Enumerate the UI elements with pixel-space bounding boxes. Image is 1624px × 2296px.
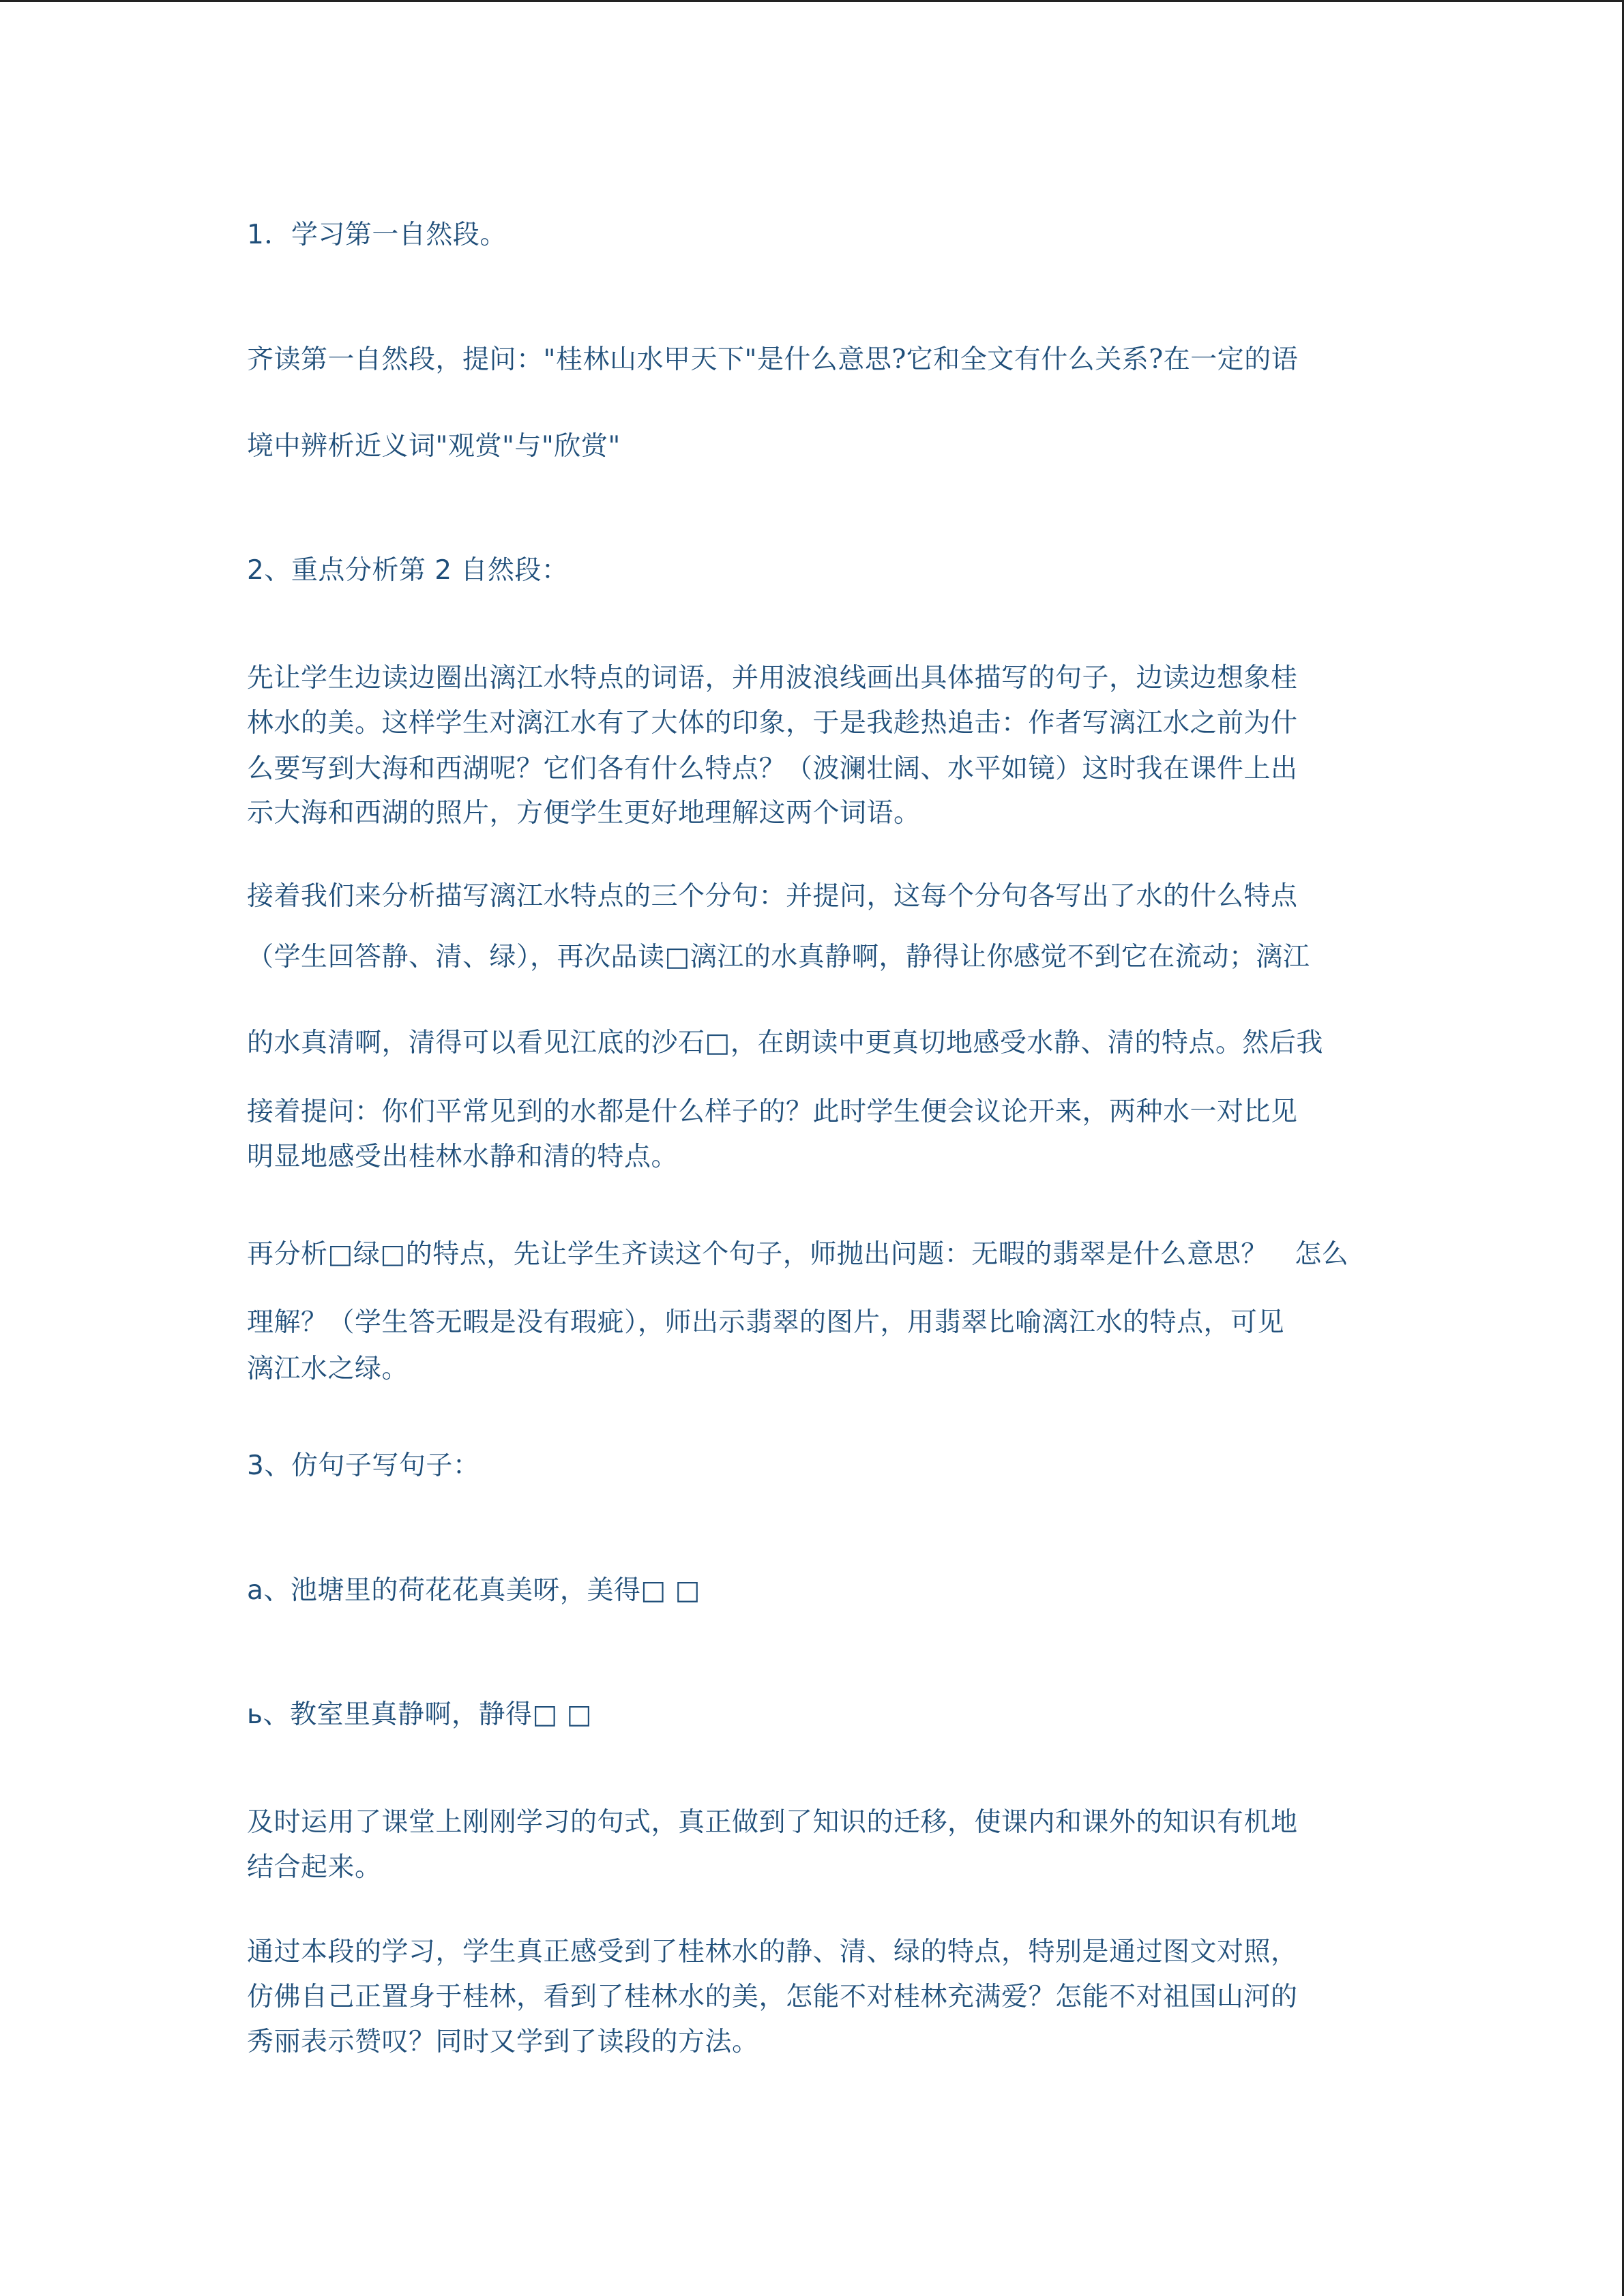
- paragraph-line: 接着我们来分析描写漓江水特点的三个分句：并提问，这每个分句各写出了水的什么特点: [247, 881, 1298, 912]
- paragraph-line: 通过本段的学习，学生真正感受到了桂林水的静、清、绿的特点，特别是通过图文对照，: [247, 1937, 1298, 1967]
- paragraph-line: 齐读第一自然段，提问："桂林山水甲天下"是什么意思?它和全文有什么关系?在一定的语: [247, 344, 1299, 375]
- section-heading-3: 3、仿句子写句子：: [247, 1450, 480, 1481]
- paragraph-line: 接着提问：你们平常见到的水都是什么样子的？此时学生便会议论开来，两种水一对比见: [247, 1097, 1298, 1127]
- section-heading-2: 2、重点分析第 2 自然段：: [247, 555, 569, 586]
- paragraph-line: 先让学生边读边圈出漓江水特点的词语，并用波浪线画出具体描写的句子，边读边想象桂: [247, 663, 1298, 694]
- paragraph-line: 的水真清啊，清得可以看见江底的沙石□，在朗读中更真切地感受水静、清的特点。然后我: [247, 1028, 1323, 1058]
- paragraph-line: 境中辨析近义词"观赏"与"欣赏": [247, 431, 621, 462]
- exercise-a: a、池塘里的荷花花真美呀，美得□ □: [247, 1575, 700, 1606]
- exercise-b: ь、教室里真静啊，静得□ □: [247, 1699, 593, 1730]
- paragraph-line: 仿佛自己正置身于桂林，看到了桂林水的美，怎能不对桂林充满爱？怎能不对祖国山河的: [247, 1982, 1298, 2012]
- page-top-border: [0, 0, 1624, 2]
- paragraph-line: 理解？（学生答无暇是没有瑕疵），师出示翡翠的图片，用翡翠比喻漓江水的特点，可见: [247, 1307, 1285, 1338]
- paragraph-line: 漓江水之绿。: [247, 1354, 409, 1384]
- paragraph-line: 再分析□绿□的特点，先让学生齐读这个句子，师抛出问题：无暇的翡翠是什么意思？ 怎么: [247, 1239, 1349, 1270]
- paragraph-line: 结合起来。: [247, 1852, 382, 1883]
- paragraph-line: 林水的美。这样学生对漓江水有了大体的印象，于是我趁热追击：作者写漓江水之前为什: [247, 708, 1298, 739]
- section-heading-1: 1．学习第一自然段。: [247, 220, 507, 250]
- paragraph-line: 秀丽表示赞叹？同时又学到了读段的方法。: [247, 2027, 759, 2057]
- paragraph-line: 及时运用了课堂上刚刚学习的句式，真正做到了知识的迁移，使课内和课外的知识有机地: [247, 1807, 1298, 1838]
- paragraph-line: 明显地感受出桂林水静和清的特点。: [247, 1142, 679, 1172]
- paragraph-line: （学生回答静、清、绿），再次品读□漓江的水真静啊，静得让你感觉不到它在流动；漓江: [247, 942, 1310, 972]
- paragraph-line: 示大海和西湖的照片，方便学生更好地理解这两个词语。: [247, 798, 921, 829]
- paragraph-line: 么要写到大海和西湖呢？它们各有什么特点？（波澜壮阔、水平如镜）这时我在课件上出: [247, 754, 1298, 784]
